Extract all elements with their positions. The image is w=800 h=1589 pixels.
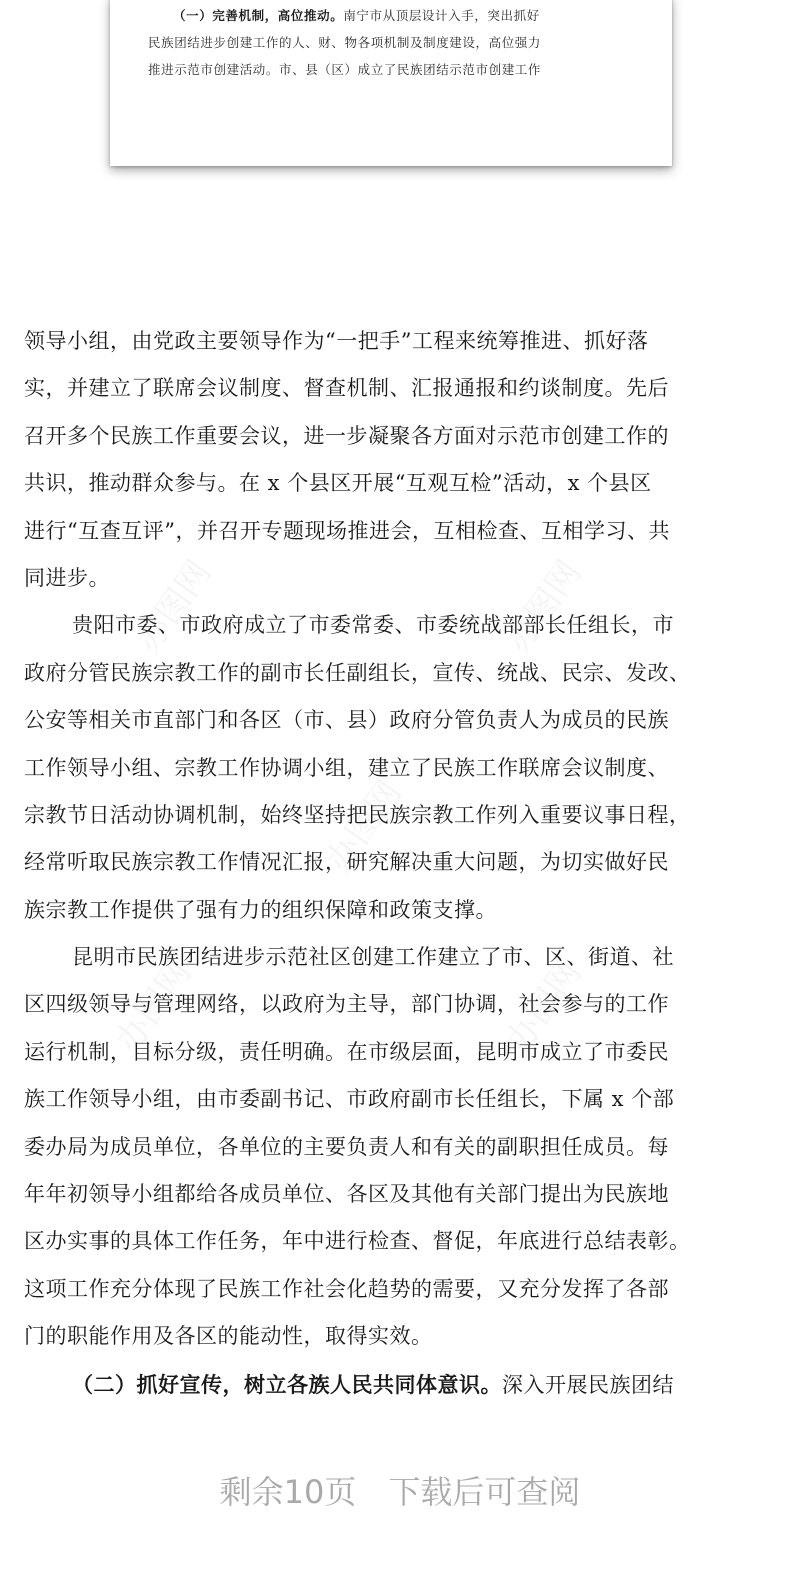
remaining-pages-label: 剩余10页 — [219, 1473, 357, 1511]
text-line: 年年初领导小组都给各成员单位、各区及其他有关部门提出为民族地 — [24, 1182, 669, 1207]
text-line: 领导小组，由党政主要领导作为“一把手”工程来统筹推进、抓好落 — [24, 329, 649, 353]
text-line: 区四级领导与管理网络，以政府为主导，部门协调，社会参与的工作 — [24, 992, 669, 1017]
section-heading: （二）抓好宣传，树立各族人民共同体意识。 — [72, 1371, 502, 1397]
text-line: 同进步。 — [24, 565, 110, 590]
text-line: 召开多个民族工作重要会议，进一步凝聚各方面对示范市创建工作的 — [24, 423, 669, 448]
preview-heading: （一）完善机制，高位推动。 — [173, 8, 344, 23]
download-to-view-label: 下载后可查阅 — [388, 1473, 581, 1511]
watermark: 办图网 — [108, 953, 200, 1060]
text-line: 进行“互查互评”，并召开专题现场推进会，互相检查、互相学习、共 — [24, 518, 670, 543]
watermark: 办图网 — [318, 773, 410, 880]
preview-text: 南宁市从顶层设计入手，突出抓好 — [343, 8, 540, 23]
text-line: 区办实事的具体工作任务，年中进行检查、督促，年底进行总结表彰。 — [24, 1229, 691, 1254]
text-line: 实，并建立了联席会议制度、督查机制、汇报通报和约谈制度。先后 — [24, 376, 669, 401]
page-preview-card — [110, 0, 672, 166]
preview-line — [148, 2, 634, 29]
watermark: 办图网 — [498, 953, 590, 1060]
watermark: 办图网 — [498, 553, 590, 660]
watermark: 办图网 — [128, 553, 220, 660]
text-line: 族宗教工作提供了强有力的组织保障和政策支撑。 — [24, 897, 497, 922]
download-prompt-button[interactable] — [0, 1462, 800, 1522]
text-line: 公安等相关市直部门和各区（市、县）政府分管负责人为成员的民族 — [24, 708, 669, 733]
text-line: 宗教节日活动协调机制，始终坚持把民族宗教工作列入重要议事日程， — [24, 802, 691, 827]
text-line: 族工作领导小组，由市委副书记、市政府副市长任组长，下属 x 个部 — [24, 1087, 675, 1112]
preview-line: 推进示范市创建活动。市、县（区）成立了民族团结示范市创建工作 — [148, 62, 542, 77]
document-body — [24, 318, 776, 1408]
text-line — [24, 1361, 776, 1408]
text-line: 门的职能作用及各区的能动性，取得实效。 — [24, 1324, 433, 1349]
text-line: 工作领导小组、宗教工作协调小组，建立了民族工作联席会议制度、 — [24, 755, 669, 780]
preview-line: 民族团结进步创建工作的人、财、物各项机制及制度建设，高位强力 — [148, 35, 542, 50]
text-line: 经常听取民族宗教工作情况汇报，研究解决重大问题，为切实做好民 — [24, 850, 669, 875]
text-line: 共识，推动群众参与。在 x 个县区开展“互观互检”活动，x 个县区 — [24, 471, 652, 496]
text-line: 这项工作充分体现了民族工作社会化趋势的需要，又充分发挥了各部 — [24, 1276, 669, 1301]
text-line: 贵阳市委、市政府成立了市委常委、市委统战部部长任组长，市 — [72, 613, 674, 638]
text-line: 运行机制，目标分级，责任明确。在市级层面，昆明市成立了市委民 — [24, 1039, 669, 1064]
text-line: 政府分管民族宗教工作的副市长任副组长，宣传、统战、民宗、发改、 — [24, 660, 691, 685]
text-line: 委办局为成员单位，各单位的主要负责人和有关的副职担任成员。每 — [24, 1134, 669, 1159]
section-text: 深入开展民族团结 — [502, 1372, 674, 1397]
text-line: 昆明市民族团结进步示范社区创建工作建立了市、区、街道、社 — [72, 945, 674, 970]
